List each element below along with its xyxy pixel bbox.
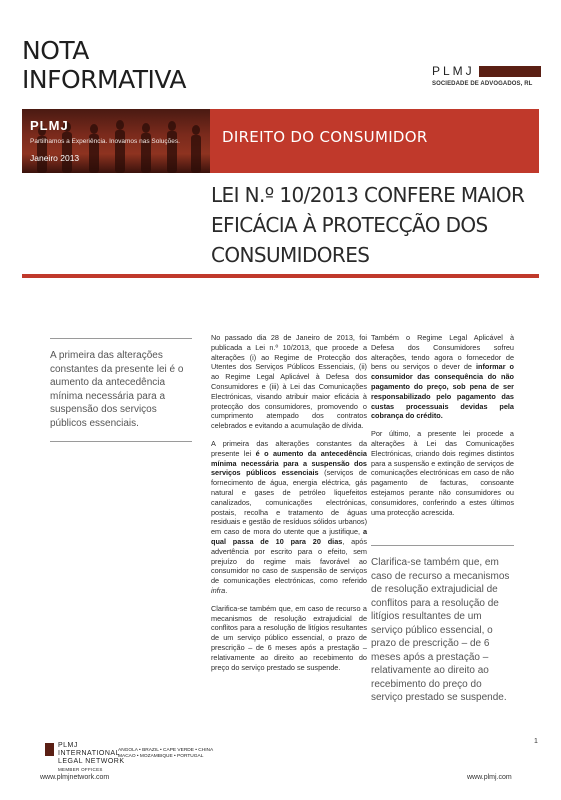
- document-title-line1: NOTA: [22, 36, 89, 65]
- footer-logo-mark-icon: [45, 743, 54, 756]
- headline-line2: EFICÁCIA À PROTECÇÃO DOS: [211, 213, 488, 237]
- plmj-logo: [432, 64, 542, 87]
- column-1: [211, 333, 367, 680]
- section-band: [210, 109, 539, 173]
- footer-network-logo: [45, 742, 125, 774]
- pullquote2: Clarifica-se também que, em caso de recurso a mecanismos de resolução extrajudicial de conflitos para a resolução de litígios resultantes de um serviço público essencial, o prazo de prescrição – de 6 meses após a prestação – relativamente ao direito ao recebimento do preço do serviço prestado se suspende.: [371, 557, 510, 703]
- headline-line3: CONSUMIDORES: [211, 243, 370, 267]
- col1-paragraph2: A primeira das alterações constantes da presente lei é o aumento da antecedência mínima necessária para a suspensão dos serviços públicos essenciais (serviços de fornecimento de água, energia eléctrica, gás natural e gases de petróleo liquefeitos canalizados, comunicações electrónicas, postais, recolha e tratamento de águas residuais e gestão de resíduos sólidos urbanos) em caso de mora do utente que a justifique, a qual passa de 10 para 20 dias, após advertência por escrito para o efeito, sem prejuízo do regime mais favorável ao consumidor no caso de suspensão de serviços de comunicações electrónicas, como referido infra.: [211, 438, 367, 595]
- footer-countries-line2: MACAO • MOZAMBIQUE • PORTUGAL: [118, 754, 204, 759]
- footer-network-line2: LEGAL NETWORK: [58, 758, 125, 765]
- col1-paragraph1: No passado dia 28 de Janeiro de 2013, foi publicada a Lei n.º 10/2013, que procede a alterações (i) ao Regime de Protecção dos Utentes dos Serviços Públicos Essenciais, (ii) ao Regime Legal Aplicável à Defesa dos Consumidores e (iii) à Lei das Comunicações Electrónicas, visando atribuir maior eficácia à protecção dos consumidores, promovendo o cumprimento atempado dos contratos celebrados e evitando a acumulação de dívida.: [211, 333, 367, 431]
- banner-slogan: Partilhamos a Experiência. Inovamos nas Soluções.: [30, 138, 180, 145]
- pullquote1-top-rule: [50, 338, 192, 339]
- footer-logo-word: PLMJ: [58, 742, 78, 749]
- footer-website-link[interactable]: www.plmj.com: [467, 774, 512, 781]
- document-title: [22, 36, 262, 94]
- footer-countries: [118, 748, 213, 760]
- section-title: DIREITO DO CONSUMIDOR: [222, 128, 428, 146]
- footer-network-line1: INTERNATIONAL: [58, 750, 120, 757]
- logo-word: PLMJ: [432, 64, 475, 78]
- col2-paragraph1: Também o Regime Legal Aplicável à Defesa dos Consumidores sofreu alterações, tendo agora o fornecedor de bens ou serviços o dever de informar o consumidor das consequência do não pagamento do preço, sob pena de ser responsabilizado pelo pagamento das custas processuais devidas pela cobrança do crédito.: [371, 333, 514, 421]
- footer-network-line3: MEMBER OFFICES: [58, 767, 103, 772]
- header-banner: [22, 109, 539, 173]
- headline-divider: [22, 274, 539, 278]
- banner-photo: [22, 109, 210, 173]
- headline: [211, 180, 541, 270]
- banner-brand: PLMJ: [30, 118, 69, 133]
- pullquote1: A primeira das alterações constantes da presente lei é o aumento da antecedência mínima necessária para a suspensão dos serviços públicos essenciais.: [50, 350, 184, 429]
- column-2: [371, 333, 514, 525]
- logo-bar: [479, 66, 541, 77]
- pullquote1-bottom-rule: [50, 441, 192, 442]
- footer-countries-line1: ANGOLA • BRAZIL • CAPE VERDE • CHINA: [118, 748, 214, 753]
- banner-date: Janeiro 2013: [30, 153, 80, 163]
- col2-paragraph2: Por último, a presente lei procede a alterações à Lei das Comunicações Electrónicas, criando dois regimes distintos para a suspensão e extinção de serviços de comunicações electrónicas em caso de não pagamento de facturas, consoante estejamos perante não consumidores ou consumidores, conferindo a estes últimos uma protecção acrescida.: [371, 429, 514, 517]
- headline-line1: LEI N.º 10/2013 CONFERE MAIOR: [211, 183, 525, 207]
- page-number: 1: [534, 738, 538, 745]
- col1-paragraph3: Clarifica-se também que, em caso de recurso a mecanismos de resolução extrajudicial de conflitos para a resolução de litígios resultantes de um serviço público essencial, o prazo de prescrição – de 6 meses após a prestação – relativamente ao direito ao recebimento do preço do serviço prestado se suspende.: [211, 603, 367, 672]
- pullquote2-top-rule: [371, 545, 514, 546]
- document-title-line2: INFORMATIVA: [22, 65, 186, 94]
- footer-network-link[interactable]: www.plmjnetwork.com: [40, 774, 110, 781]
- logo-subtitle: SOCIEDADE DE ADVOGADOS, RL: [432, 81, 533, 87]
